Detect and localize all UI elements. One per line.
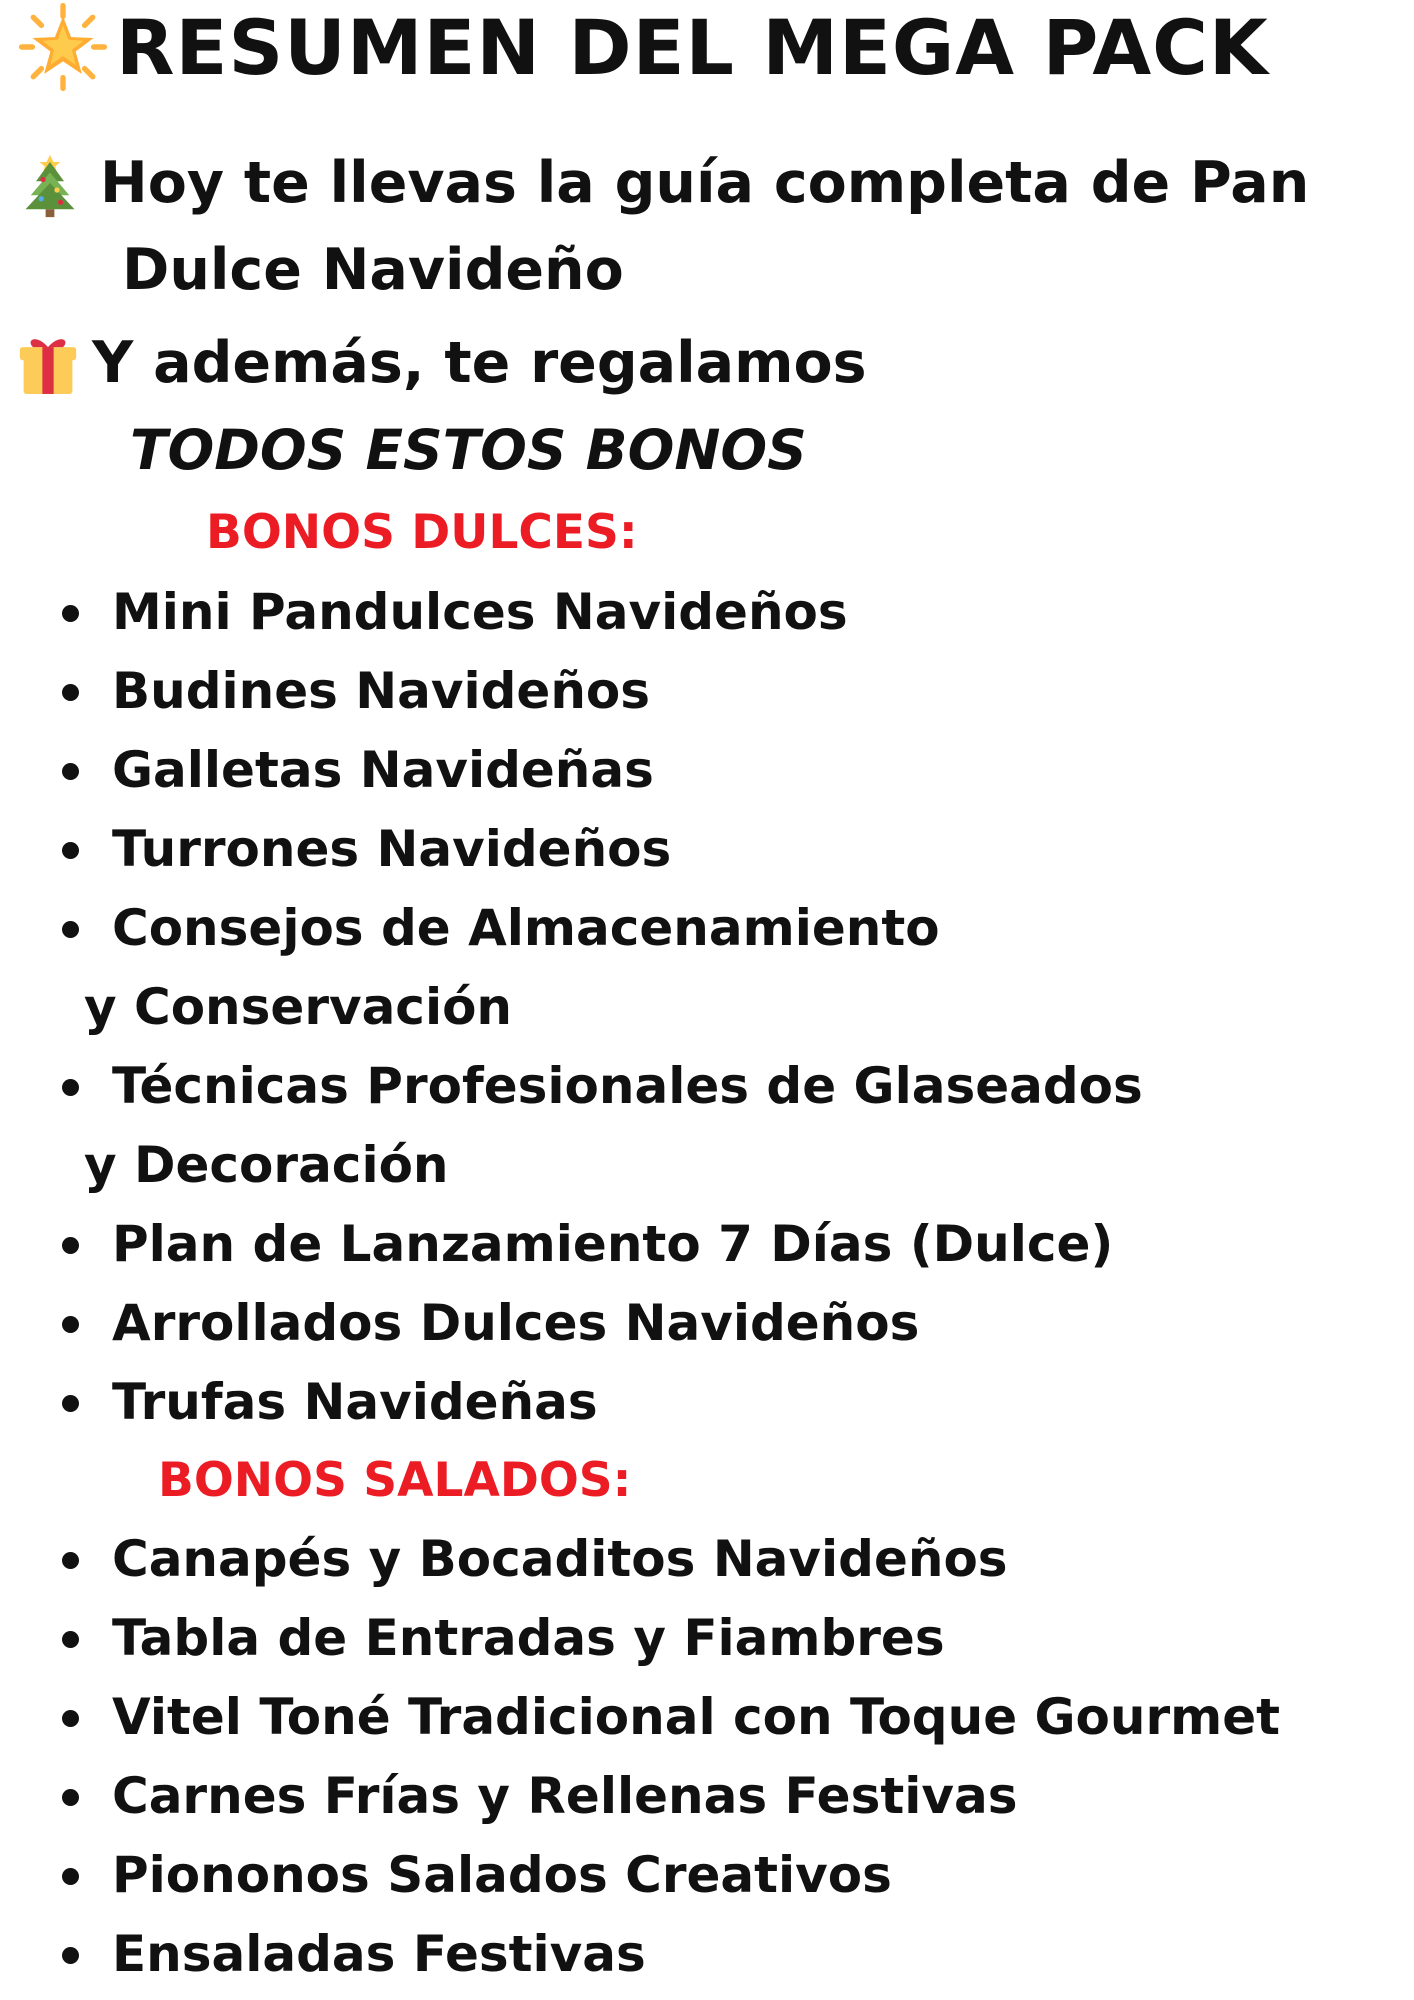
bullet [62, 763, 79, 780]
bullet [62, 1552, 79, 1569]
bullet [62, 1079, 79, 1096]
bullet [62, 1237, 79, 1254]
savory-bonus-list [56, 1520, 1280, 1994]
bullet [62, 921, 79, 938]
sweet-bonus-list [56, 573, 1143, 1442]
bullet [62, 1395, 79, 1412]
list-item [56, 1047, 1143, 1205]
list-item-label: Ensaladas Festivas [112, 1925, 646, 1983]
intro-line-guide-cont: Dulce Navideño [122, 237, 624, 303]
list-item [56, 731, 1143, 810]
section-heading-sweet: BONOS DULCES: [206, 505, 638, 560]
bullet [62, 1947, 79, 1964]
page-title: RESUMEN DEL MEGA PACK [116, 2, 1269, 92]
list-item-label: Arrollados Dulces Navideños [112, 1294, 920, 1352]
list-item [56, 1205, 1143, 1284]
glowing-star-icon [18, 2, 108, 92]
list-item [56, 810, 1143, 889]
intro-line-bonos: TODOS ESTOS BONOS [130, 418, 807, 482]
list-item-label: Vitel Toné Tradicional con Toque Gourmet [112, 1688, 1281, 1746]
bullet [62, 1789, 79, 1806]
bullet [62, 842, 79, 859]
list-item-label: Canapés y Bocaditos Navideños [112, 1530, 1008, 1588]
section-heading-savory: BONOS SALADOS: [158, 1453, 632, 1508]
list-item [56, 889, 1143, 1047]
list-item-label: Galletas Navideñas [112, 741, 654, 799]
bullet [62, 605, 79, 622]
list-item-label-cont: y Conservación [84, 978, 513, 1036]
list-item-label: Plan de Lanzamiento 7 Días (Dulce) [112, 1215, 1114, 1273]
list-item [56, 1678, 1280, 1757]
list-item-label: Consejos de Almacenamiento [112, 899, 940, 957]
bullet [62, 1710, 79, 1727]
list-item-label: Mini Pandulces Navideños [112, 583, 848, 641]
list-item-label: Trufas Navideñas [112, 1373, 598, 1431]
list-item-label: Técnicas Profesionales de Glaseados [112, 1057, 1143, 1115]
list-item [56, 1915, 1280, 1994]
list-item [56, 1363, 1143, 1442]
intro-row-gift [18, 318, 867, 408]
list-item [56, 652, 1143, 731]
list-item-label: Budines Navideños [112, 662, 651, 720]
bullet [62, 1316, 79, 1333]
bullet [62, 1868, 79, 1885]
list-item-label: Turrones Navideños [112, 820, 672, 878]
list-item [56, 1757, 1280, 1836]
list-item [56, 1599, 1280, 1678]
list-item-label: Carnes Frías y Rellenas Festivas [112, 1767, 1018, 1825]
list-item [56, 1284, 1143, 1363]
list-item [56, 1836, 1280, 1915]
list-item [56, 573, 1143, 652]
intro-line-gift: Y además, te regalamos [92, 330, 867, 396]
list-item-label: Tabla de Entradas y Fiambres [112, 1609, 945, 1667]
list-item-label-cont: y Decoración [84, 1136, 449, 1194]
title-row [18, 2, 1269, 92]
bullet [62, 1631, 79, 1648]
list-item [56, 1520, 1280, 1599]
intro-line-guide: Hoy te llevas la guía completa de Pan [100, 150, 1310, 216]
gift-icon [18, 328, 78, 398]
list-item-label: Piononos Salados Creativos [112, 1846, 892, 1904]
bullet [62, 684, 79, 701]
intro-row-guide [18, 138, 1309, 228]
christmas-tree-icon [18, 148, 82, 218]
